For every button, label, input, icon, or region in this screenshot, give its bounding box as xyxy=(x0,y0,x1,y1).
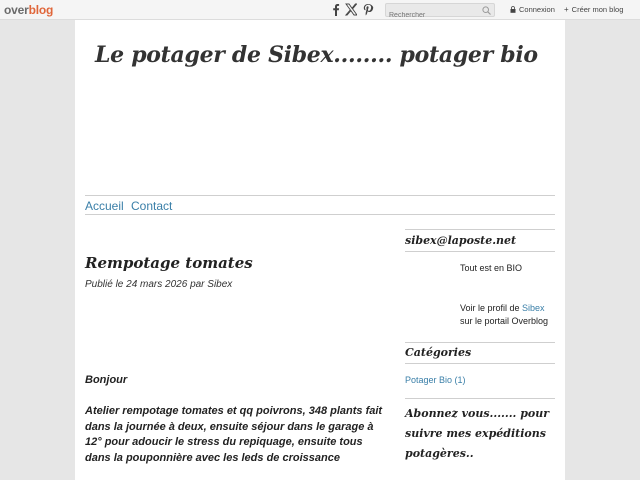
post-body: Atelier rempotage tomates et qq poivrons, 348 plants fait dans la journée à deux, ensuite séjour dans le garage à 12° pour adoucir le stress du repiquage, ensuite tous dans la pouponnière avec les leds de croissance xyxy=(85,405,383,464)
x-twitter-icon[interactable] xyxy=(345,3,357,16)
category-item[interactable]: Potager Bio (1) xyxy=(405,375,466,385)
search-icon[interactable] xyxy=(482,6,491,15)
facebook-icon[interactable] xyxy=(330,3,342,16)
create-blog-link[interactable]: + Créer mon blog xyxy=(564,5,624,14)
post-title[interactable]: Rempotage tomates xyxy=(85,254,253,272)
blog-page xyxy=(75,20,565,480)
post-greeting: Bonjour xyxy=(85,374,128,386)
follow-heading: Abonnez vous....... pour suivre mes expéditions potagères.. xyxy=(405,407,550,460)
categories-heading: Catégories xyxy=(405,346,472,359)
blog-title[interactable]: Le potager de Sibex........ potager bio xyxy=(95,42,538,68)
sidebar-divider xyxy=(405,251,555,252)
nav-item-contact[interactable]: Contact xyxy=(131,199,173,213)
profile-link-line: Voir le profil de Sibex xyxy=(460,303,545,313)
overblog-logo[interactable]: overblog xyxy=(4,3,54,17)
plus-icon: + xyxy=(564,5,569,14)
overblog-topbar xyxy=(0,0,640,20)
search-box xyxy=(385,3,495,17)
profile-status: Tout est en BIO xyxy=(460,263,523,273)
main-nav xyxy=(85,195,555,215)
profile-portal-text: sur le portail Overblog xyxy=(460,316,549,326)
sidebar-divider xyxy=(405,229,555,230)
post-meta: Publié le 24 mars 2026 par Sibex xyxy=(85,279,233,290)
login-link[interactable]: Connexion xyxy=(510,5,555,14)
sidebar-divider xyxy=(405,342,555,343)
sidebar-divider xyxy=(405,398,555,399)
lock-icon xyxy=(510,6,516,13)
pinterest-icon[interactable] xyxy=(362,3,374,16)
sidebar-email-heading: sibex@laposte.net xyxy=(405,234,517,247)
nav-item-accueil[interactable]: Accueil xyxy=(85,199,124,213)
profile-link[interactable]: Sibex xyxy=(522,303,545,313)
sidebar-divider xyxy=(405,363,555,364)
